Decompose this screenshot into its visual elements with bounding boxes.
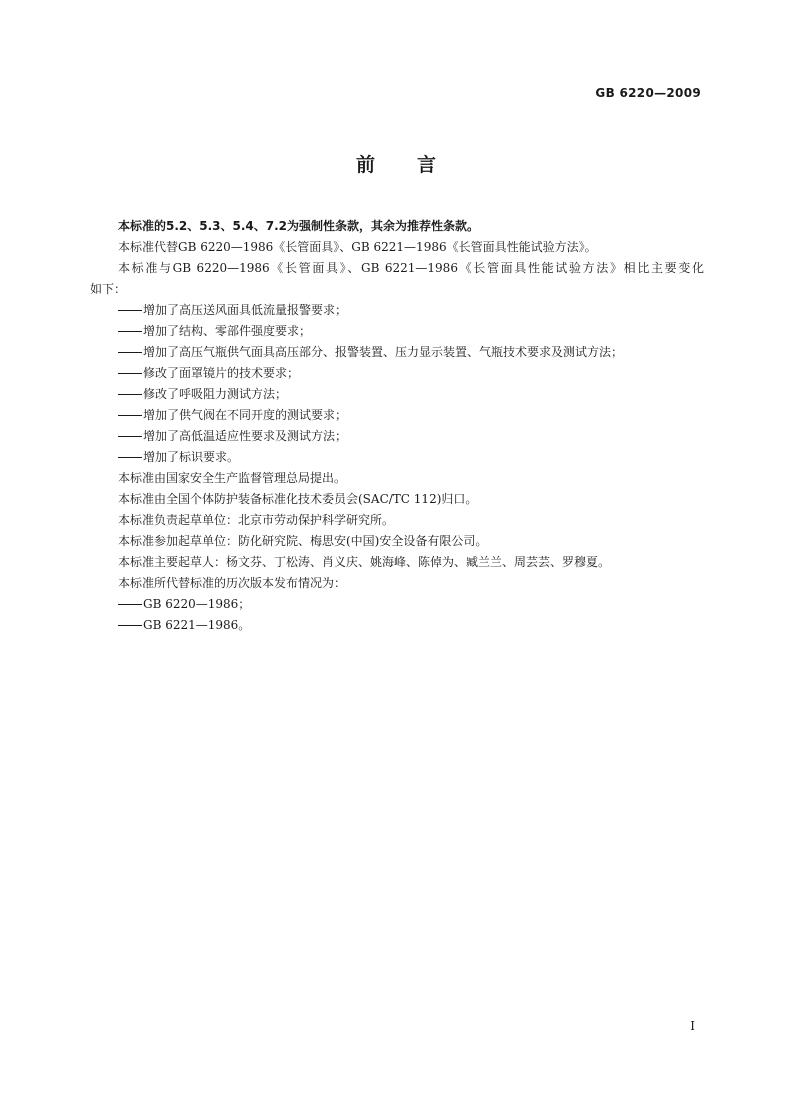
dash-mark bbox=[118, 604, 142, 605]
change-item-text: 增加了供气阀在不同开度的测试要求； bbox=[143, 408, 348, 422]
dash-mark bbox=[118, 331, 142, 332]
change-item bbox=[90, 321, 704, 342]
participating-units-paragraph: 本标准参加起草单位：防化研究院、梅思安(中国)安全设备有限公司。 bbox=[118, 534, 488, 548]
history-item-text: GB 6220—1986； bbox=[143, 597, 251, 611]
history-item-text: GB 6221—1986。 bbox=[143, 618, 251, 632]
change-item-text: 修改了呼吸阻力测试方法； bbox=[143, 387, 288, 401]
dash-mark bbox=[118, 457, 142, 458]
dash-mark bbox=[118, 310, 142, 311]
page-number: I bbox=[690, 1019, 695, 1033]
dash-mark bbox=[118, 394, 142, 395]
change-item bbox=[90, 405, 704, 426]
page-title: 前言 bbox=[355, 154, 478, 176]
dash-mark bbox=[118, 352, 142, 353]
centralized-by-paragraph: 本标准由全国个体防护装备标准化技术委员会(SAC/TC 112)归口。 bbox=[118, 492, 478, 506]
history-item bbox=[90, 615, 704, 636]
dash-mark bbox=[118, 373, 142, 374]
dash-mark bbox=[118, 625, 142, 626]
mandatory-clauses-paragraph: 本标准的5.2、5.3、5.4、7.2为强制性条款，其余为推荐性条款。 bbox=[118, 219, 480, 233]
change-item-text: 增加了标识要求。 bbox=[143, 450, 240, 464]
change-item-text: 增加了高低温适应性要求及测试方法； bbox=[143, 429, 348, 443]
responsible-unit-paragraph: 本标准负责起草单位：北京市劳动保护科学研究所。 bbox=[118, 513, 395, 527]
change-item bbox=[90, 447, 704, 468]
replaces-paragraph: 本标准代替GB 6220—1986《长管面具》、GB 6221—1986《长管面具性能试验方法》。 bbox=[118, 240, 597, 254]
history-intro-paragraph: 本标准所代替标准的历次版本发布情况为： bbox=[118, 576, 347, 590]
dash-mark bbox=[118, 415, 142, 416]
foreword-body bbox=[90, 216, 704, 636]
change-item bbox=[90, 342, 704, 363]
change-item-text: 增加了高压送风面具低流量报警要求； bbox=[143, 303, 348, 317]
proposed-by-paragraph: 本标准由国家安全生产监督管理总局提出。 bbox=[118, 471, 347, 485]
history-item bbox=[90, 594, 704, 615]
standard-number: GB 6220—2009 bbox=[595, 86, 701, 100]
changes-intro-line2: 如下： bbox=[90, 282, 127, 296]
change-item bbox=[90, 363, 704, 384]
change-item bbox=[90, 426, 704, 447]
change-item-text: 增加了高压气瓶供气面具高压部分、报警装置、压力显示装置、气瓶技术要求及测试方法； bbox=[143, 345, 624, 359]
change-item bbox=[90, 300, 704, 321]
change-item-text: 修改了面罩镜片的技术要求； bbox=[143, 366, 300, 380]
dash-mark bbox=[118, 436, 142, 437]
change-item-text: 增加了结构、零部件强度要求； bbox=[143, 324, 312, 338]
main-drafters-paragraph: 本标准主要起草人：杨文芬、丁松涛、肖义庆、姚海峰、陈倬为、臧兰兰、周芸芸、罗穆夏。 bbox=[118, 555, 611, 569]
changes-intro-line1: 本标准与GB 6220—1986《长管面具》、GB 6221—1986《长管面具性能试验方法》相比主要变化 bbox=[118, 261, 704, 275]
change-item bbox=[90, 384, 704, 405]
